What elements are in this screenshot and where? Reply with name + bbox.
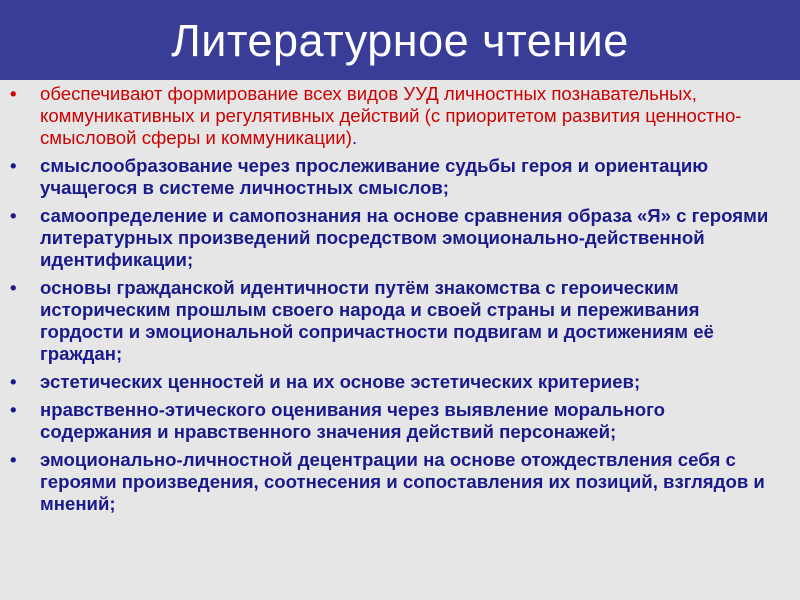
bullet-text: самоопределение и самопознания на основе сравнения образа «Я» с героями литературных произведений посредством эмоционально-действенной идентификации; [40, 205, 769, 270]
bullet-icon: • [10, 277, 17, 298]
bullet-item [0, 205, 800, 271]
bullet-icon: • [10, 399, 17, 420]
bullet-item [0, 155, 800, 199]
bullet-item [0, 449, 800, 515]
bullet-text: смыслообразование через прослеживание судьбы героя и ориентацию учащегося в системе личностных смыслов; [40, 155, 709, 198]
bullet-icon: • [10, 205, 17, 226]
slide-title: Литературное чтение [171, 14, 629, 66]
bullet-text: основы гражданской идентичности путём знакомства с героическим историческим прошлым своего народа и своей страны и переживания гордости и эмоциональной сопричастности подвигам и достижениям её граждан; [40, 277, 714, 364]
title-bar [0, 0, 800, 80]
bullet-icon: • [10, 371, 17, 392]
bullet-text: эстетических ценностей и на их основе эстетических критериев; [40, 371, 641, 392]
bullet-text: эмоционально-личностной децентрации на основе отождествления себя с героями произведения, соотнесения и сопоставления их позиций, взглядов и мнений; [40, 449, 765, 514]
bullet-text: нравственно-этического оценивания через выявление морального содержания и нравственного значения действий персонажей; [40, 399, 666, 442]
bullet-text: обеспечивают формирование всех видов УУД личностных познавательных, коммуникативных и регулятивных действий (с приоритетом развития ценностно-смысловой сферы и коммуникации) [40, 83, 742, 148]
bullet-item [0, 277, 800, 365]
slide-content [0, 83, 800, 521]
bullet-icon: • [10, 83, 17, 104]
bullet-item [0, 83, 800, 149]
bullet-icon: • [10, 449, 17, 470]
bullet-trailing: . [351, 127, 358, 148]
bullet-item [0, 371, 800, 393]
bullet-list [0, 83, 800, 515]
bullet-icon: • [10, 155, 17, 176]
bullet-item [0, 399, 800, 443]
